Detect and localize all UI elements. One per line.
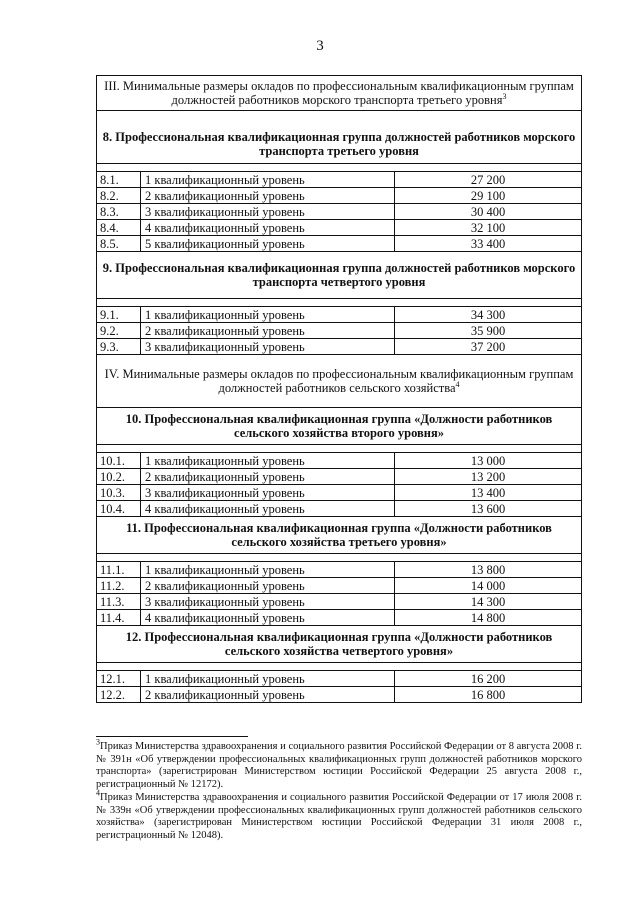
- row-number: 12.1.: [97, 671, 141, 687]
- page-number: 3: [316, 38, 324, 54]
- row-number: 10.3.: [97, 485, 141, 501]
- group-header-row: [97, 252, 582, 299]
- row-value: 13 200: [395, 469, 582, 485]
- row-value: 27 200: [395, 172, 582, 188]
- section-header-row: [97, 355, 582, 408]
- footnote-ref: 3: [502, 91, 507, 101]
- group-header-row: [97, 626, 582, 663]
- row-level: 3 квалификационный уровень: [141, 485, 395, 501]
- table-row: [97, 594, 582, 610]
- row-level: 1 квалификационный уровень: [141, 562, 395, 578]
- section-title: IV. Минимальные размеры окладов по профессиональным квалификационным группам должностей работников сельского хозяйства: [104, 367, 574, 395]
- row-value: 14 800: [395, 610, 582, 626]
- group-title: 9. Профессиональная квалификационная группа должностей работников морского транспорта четвертого уровня: [97, 252, 582, 299]
- row-number: 9.2.: [97, 323, 141, 339]
- row-number: 11.3.: [97, 594, 141, 610]
- group-header-row: [97, 408, 582, 445]
- table-row: [97, 671, 582, 687]
- footnote-text: Приказ Министерства здравоохранения и социального развития Российской Федерации от 8 августа 2008 г. № 391н «Об утверждении профессиональных квалификационных групп должностей работников морского транспорта» (зарегистрирован Министерством юстиции Российской Федерации 25 августа 2008 г., регистрационный № 12172).: [96, 741, 582, 790]
- row-value: 13 400: [395, 485, 582, 501]
- row-value: 34 300: [395, 307, 582, 323]
- row-level: 1 квалификационный уровень: [141, 453, 395, 469]
- row-value: 13 800: [395, 562, 582, 578]
- section-header-row: [97, 76, 582, 111]
- row-number: 8.5.: [97, 236, 141, 252]
- row-level: 3 квалификационный уровень: [141, 339, 395, 355]
- table-row: [97, 485, 582, 501]
- salary-table: [96, 75, 582, 703]
- table-row: [97, 236, 582, 252]
- row-number: 11.2.: [97, 578, 141, 594]
- row-value: 30 400: [395, 204, 582, 220]
- row-level: 4 квалификационный уровень: [141, 501, 395, 517]
- row-number: 8.4.: [97, 220, 141, 236]
- row-number: 8.1.: [97, 172, 141, 188]
- footnote: [96, 788, 582, 842]
- table-row: [97, 172, 582, 188]
- row-number: 12.2.: [97, 687, 141, 703]
- table-row: [97, 220, 582, 236]
- section-title: III. Минимальные размеры окладов по профессиональным квалификационным группам должностей работников морского транспорта третьего уровня: [104, 79, 574, 107]
- group-header-row: [97, 517, 582, 554]
- row-value: 13 000: [395, 453, 582, 469]
- table-row: [97, 501, 582, 517]
- row-value: 14 300: [395, 594, 582, 610]
- footnote-mark: 4: [96, 788, 100, 798]
- row-value: 37 200: [395, 339, 582, 355]
- group-title: 12. Профессиональная квалификационная группа «Должности работников сельского хозяйства четвертого уровня»: [97, 626, 582, 663]
- row-value: 14 000: [395, 578, 582, 594]
- row-level: 5 квалификационный уровень: [141, 236, 395, 252]
- row-number: 11.1.: [97, 562, 141, 578]
- row-number: 11.4.: [97, 610, 141, 626]
- table-row: [97, 578, 582, 594]
- row-value: 32 100: [395, 220, 582, 236]
- row-level: 1 квалификационный уровень: [141, 671, 395, 687]
- row-number: 8.2.: [97, 188, 141, 204]
- group-title: 11. Профессиональная квалификационная группа «Должности работников сельского хозяйства третьего уровня»: [97, 517, 582, 554]
- row-value: 29 100: [395, 188, 582, 204]
- table-row: [97, 204, 582, 220]
- row-number: 9.3.: [97, 339, 141, 355]
- row-number: 10.2.: [97, 469, 141, 485]
- row-level: 4 квалификационный уровень: [141, 220, 395, 236]
- row-level: 2 квалификационный уровень: [141, 687, 395, 703]
- group-header-row: [97, 125, 582, 164]
- row-level: 2 квалификационный уровень: [141, 578, 395, 594]
- footnotes: [96, 737, 582, 843]
- table-row: [97, 339, 582, 355]
- row-level: 3 квалификационный уровень: [141, 594, 395, 610]
- table-row: [97, 323, 582, 339]
- footnote-divider: [96, 736, 248, 737]
- table-row: [97, 469, 582, 485]
- row-value: 35 900: [395, 323, 582, 339]
- row-number: 10.4.: [97, 501, 141, 517]
- table-row: [97, 562, 582, 578]
- row-value: 16 200: [395, 671, 582, 687]
- row-level: 1 квалификационный уровень: [141, 172, 395, 188]
- row-level: 1 квалификационный уровень: [141, 307, 395, 323]
- row-value: 33 400: [395, 236, 582, 252]
- footnote: [96, 737, 582, 791]
- row-number: 9.1.: [97, 307, 141, 323]
- row-level: 2 квалификационный уровень: [141, 469, 395, 485]
- row-number: 10.1.: [97, 453, 141, 469]
- row-value: 16 800: [395, 687, 582, 703]
- row-level: 4 квалификационный уровень: [141, 610, 395, 626]
- footnote-ref: 4: [455, 379, 460, 389]
- row-level: 2 квалификационный уровень: [141, 323, 395, 339]
- row-number: 8.3.: [97, 204, 141, 220]
- table-row: [97, 610, 582, 626]
- table-row: [97, 307, 582, 323]
- row-value: 13 600: [395, 501, 582, 517]
- footnote-text: Приказ Министерства здравоохранения и социального развития Российской Федерации от 17 июля 2008 г. № 339н «Об утверждении профессиональных квалификационных групп должностей работников сельского хозяйства» (зарегистрирован Министерством юстиции Российской Федерации 31 июля 2008 г., регистрационный № 12048).: [96, 792, 582, 841]
- group-title: 8. Профессиональная квалификационная группа должностей работников морского транспорта третьего уровня: [97, 125, 582, 164]
- footnote-mark: 3: [96, 737, 100, 747]
- row-level: 3 квалификационный уровень: [141, 204, 395, 220]
- row-level: 2 квалификационный уровень: [141, 188, 395, 204]
- table-row: [97, 453, 582, 469]
- table-row: [97, 188, 582, 204]
- group-title: 10. Профессиональная квалификационная группа «Должности работников сельского хозяйства второго уровня»: [97, 408, 582, 445]
- table-row: [97, 687, 582, 703]
